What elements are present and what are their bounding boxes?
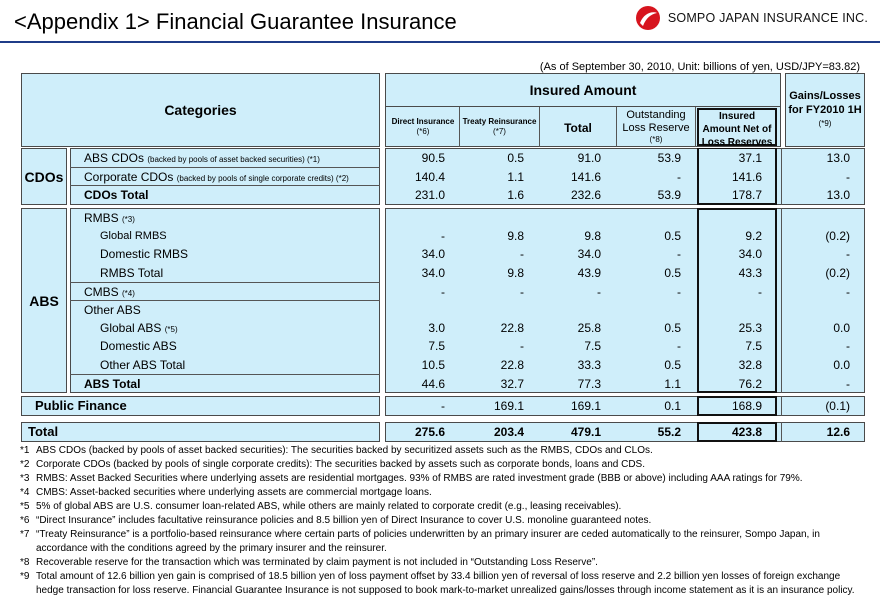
- cdos-group-label: CDOs: [24, 168, 64, 185]
- cmbs-label-text: CMBS: [84, 285, 119, 299]
- abs-total-treaty-value: 32.7: [500, 377, 524, 391]
- footnote-item: [20, 570, 865, 598]
- global-abs-total-value: 25.8: [577, 321, 601, 335]
- cmbs-label: [84, 285, 135, 301]
- corp-cdos-total-value: 141.6: [570, 170, 601, 184]
- global-abs-net-value: 25.3: [738, 321, 762, 335]
- abs-total-outstanding-value: 1.1: [664, 377, 681, 391]
- public-finance-gains-value: (0.1): [825, 399, 850, 413]
- footnote-item: [20, 458, 865, 472]
- global-rmbs-total-value: 9.8: [584, 229, 601, 243]
- rmbs-label-sub: (*3): [122, 215, 135, 224]
- abs-group-cell: [21, 208, 67, 393]
- abs-group-label: ABS: [29, 292, 59, 309]
- footnote-text: “Treaty Reinsurance” is a portfolio-based reinsurance where certain parts of policies underwritten by an primary insurer are ceded automatically to the reinsurer, Sompo Japan, in accordance with the conditions agreed by the primary insurer and the reinsurer.: [36, 529, 820, 554]
- footnote-item: [20, 556, 865, 570]
- global-rmbs-outstanding-value: 0.5: [664, 229, 681, 243]
- outstanding-header-line2: Loss Reserve: [622, 122, 690, 134]
- categories-header: [21, 73, 380, 147]
- corp-cdos-label-text: Corporate CDOs: [84, 170, 174, 184]
- footnote-text: RMBS: Asset Backed Securities where underlying assets are residential mortgages. 93% of RMBS are rated investment grade (BBB or above) including AAA ratings for 79%.: [36, 473, 803, 484]
- footnote-key: *2: [20, 459, 30, 470]
- net-header: [697, 108, 777, 146]
- gains-losses-note: (*9): [818, 119, 832, 128]
- footnote-text: Total amount of 12.6 billion yen gain is comprised of 18.5 billion yen of loss payment offset by 33.4 billion yen of reversal of loss reserve and 2.2 billion yen losses of foreign exchange hedge transaction for loss reserve. Financial Guarantee Insurance is not supposed to book mark-to-market unrealized gains/losses through income statement as it is an insurance policy.: [36, 571, 855, 596]
- other-abs-total-net-value: 32.8: [738, 358, 762, 372]
- cdos-group-cell: [21, 148, 67, 205]
- cdos-total-treaty-value: 1.6: [507, 188, 524, 202]
- global-rmbs-gains-value: (0.2): [825, 229, 850, 243]
- abs-total-net-value: 76.2: [738, 377, 762, 391]
- domestic-abs-outstanding-value: -: [677, 339, 681, 353]
- domestic-rmbs-total-value: 34.0: [577, 247, 601, 261]
- footnote-item: [20, 514, 865, 528]
- domestic-abs-gains-value: -: [846, 339, 850, 353]
- public-finance-label: Public Finance: [35, 398, 127, 413]
- global-abs-direct-value: 3.0: [428, 321, 445, 335]
- cdos-total-outstanding-value: 53.9: [657, 188, 681, 202]
- treaty-header: [460, 117, 539, 137]
- corp-cdos-label-sub: (backed by pools of single corporate credits) (*2): [176, 174, 349, 183]
- global-rmbs-treaty-value: 9.8: [507, 229, 524, 243]
- total-header: Total: [564, 121, 592, 135]
- insured-amount-header: [385, 73, 781, 107]
- unit-note: (As of September 30, 2010, Unit: billions of yen, USD/JPY=83.82): [539, 61, 860, 73]
- global-abs-gains-value: 0.0: [833, 321, 850, 335]
- corp-cdos-label: [84, 170, 349, 186]
- rmbs-total-label: RMBS Total: [100, 266, 164, 280]
- footnote-text: Corporate CDOs (backed by pools of single corporate credits): The securities backed by assets such as corporate bonds, loans and CDS.: [36, 459, 646, 470]
- domestic-abs-direct-value: 7.5: [428, 339, 445, 353]
- corp-cdos-gains-value: -: [846, 170, 850, 184]
- domestic-rmbs-gains-value: -: [846, 247, 850, 261]
- footnote-key: *6: [20, 515, 30, 526]
- page-title: <Appendix 1> Financial Guarantee Insurance: [14, 9, 457, 34]
- net-header-line3: Loss Reserves: [701, 137, 773, 148]
- other-abs-total-gains-value: 0.0: [833, 358, 850, 372]
- other-abs-total-total-value: 33.3: [577, 358, 601, 372]
- net-header-line1: Insured: [718, 111, 756, 122]
- direct-header-label: Direct Insurance: [391, 117, 455, 126]
- corp-cdos-treaty-value: 1.1: [507, 170, 524, 184]
- abs-cdos-label: [84, 151, 320, 167]
- cmbs-net-value: -: [758, 285, 762, 299]
- other-abs-total-outstanding-value: 0.5: [664, 358, 681, 372]
- footnote-text: ABS CDOs (backed by pools of asset backed securities): The securities backed by securitized assets such as the RMBS, CDOs and CLOs.: [36, 445, 653, 456]
- footnote-key: *4: [20, 487, 30, 498]
- abs-cdos-total-value: 91.0: [577, 151, 601, 165]
- domestic-abs-label: Domestic ABS: [100, 339, 177, 353]
- footnote-text: “Direct Insurance” includes facultative reinsurance policies and 8.5 billion yen of Direct Insurance to cover U.S. monoline guaranteed notes.: [36, 515, 652, 526]
- cmbs-total-value: -: [597, 285, 601, 299]
- abs-cdos-label-sub: (backed by pools of asset backed securities) (*1): [147, 155, 320, 164]
- public-finance-total-value: 169.1: [570, 399, 601, 413]
- other-abs-total-treaty-value: 22.8: [500, 358, 524, 372]
- footnote-item: [20, 444, 865, 458]
- global-abs-outstanding-value: 0.5: [664, 321, 681, 335]
- abs-cdos-direct-value: 90.5: [421, 151, 445, 165]
- abs-total-total-value: 77.3: [577, 377, 601, 391]
- gains-losses-label: Gains/Losses: [789, 90, 861, 102]
- footnote-item: [20, 500, 865, 514]
- cmbs-outstanding-value: -: [677, 285, 681, 299]
- abs-cdos-label-text: ABS CDOs: [84, 151, 145, 165]
- domestic-rmbs-net-value: 34.0: [738, 247, 762, 261]
- outstanding-header: [617, 109, 695, 145]
- outstanding-header-note: (*8): [649, 135, 663, 144]
- global-abs-label-sub: (*5): [164, 325, 178, 334]
- cdos-total-label: CDOs Total: [84, 188, 149, 202]
- domestic-rmbs-treaty-value: -: [520, 247, 524, 261]
- abs-cdos-net-value: 37.1: [738, 151, 762, 165]
- global-abs-label: [100, 321, 178, 337]
- other-abs-total-label: Other ABS Total: [100, 358, 186, 372]
- grand-total-label: Total: [28, 424, 59, 439]
- footnote-text: 5% of global ABS are U.S. consumer loan-related ABS, while others are mainly related to corporate credit (e.g., leasing receivables).: [36, 501, 622, 512]
- cmbs-label-sub: (*4): [122, 289, 135, 298]
- domestic-rmbs-direct-value: 34.0: [421, 247, 445, 261]
- footnote-key: *8: [20, 557, 30, 568]
- global-rmbs-net-value: 9.2: [745, 229, 762, 243]
- insured-amount-label: Insured Amount: [529, 82, 637, 98]
- logo-text: SOMPO JAPAN INSURANCE INC.: [667, 11, 868, 25]
- abs-cdos-outstanding-value: 53.9: [657, 151, 681, 165]
- grand-total-gains-value: 12.6: [826, 425, 850, 439]
- total-label-box: [21, 422, 380, 442]
- public-finance-net-value: 168.9: [731, 399, 762, 413]
- public-finance-treaty-value: 169.1: [493, 399, 524, 413]
- rmbs-label: [84, 211, 135, 227]
- cmbs-treaty-value: -: [520, 285, 524, 299]
- abs-total-direct-value: 44.6: [421, 377, 445, 391]
- direct-header-note: (*6): [416, 127, 430, 136]
- grand-total-total-value: 479.1: [570, 425, 601, 439]
- rmbs-total-outstanding-value: 0.5: [664, 266, 681, 280]
- footnote-key: *5: [20, 501, 30, 512]
- gains-losses-period: for FY2010 1H: [788, 104, 862, 116]
- row-divider: [70, 282, 380, 283]
- rmbs-total-direct-value: 34.0: [421, 266, 445, 280]
- cdos-total-total-value: 232.6: [570, 188, 601, 202]
- corp-cdos-direct-value: 140.4: [414, 170, 445, 184]
- rmbs-total-net-value: 43.3: [738, 266, 762, 280]
- gains-losses-header: [785, 73, 865, 147]
- cdos-total-net-value: 178.7: [731, 188, 762, 202]
- grand-total-outstanding-value: 55.2: [657, 425, 681, 439]
- footnote-item: [20, 528, 865, 556]
- corp-cdos-outstanding-value: -: [677, 170, 681, 184]
- public-finance-outstanding-value: 0.1: [664, 399, 681, 413]
- footnote-text: CMBS: Asset-backed securities where underlying assets are commercial mortgage loans.: [36, 487, 432, 498]
- cmbs-gains-value: -: [846, 285, 850, 299]
- footnote-key: *1: [20, 445, 30, 456]
- domestic-abs-treaty-value: -: [520, 339, 524, 353]
- abs-total-label: ABS Total: [84, 377, 141, 391]
- footnotes: [20, 444, 865, 598]
- footnote-text: Recoverable reserve for the transaction which was terminated by claim payment is not included in “Outstanding Loss Reserve”.: [36, 557, 598, 568]
- rmbs-total-treaty-value: 9.8: [507, 266, 524, 280]
- abs-cdos-gains-value: 13.0: [826, 151, 850, 165]
- footnote-item: [20, 486, 865, 500]
- abs-cdos-treaty-value: 0.5: [507, 151, 524, 165]
- other-abs-total-direct-value: 10.5: [421, 358, 445, 372]
- footnote-item: [20, 472, 865, 486]
- net-header-line2: Amount Net of: [702, 124, 772, 135]
- subheader-divider: [695, 107, 696, 147]
- domestic-abs-net-value: 7.5: [745, 339, 762, 353]
- corp-cdos-net-value: 141.6: [731, 170, 762, 184]
- global-abs-label-text: Global ABS: [100, 321, 162, 335]
- footnote-key: *7: [20, 529, 30, 540]
- rmbs-total-total-value: 43.9: [577, 266, 601, 280]
- public-finance-direct-value: -: [441, 399, 445, 413]
- footnote-key: *3: [20, 473, 30, 484]
- outstanding-header-line1: Outstanding: [626, 109, 686, 121]
- direct-header: [388, 117, 458, 137]
- cdos-total-gains-value: 13.0: [826, 188, 850, 202]
- cdos-total-direct-value: 231.0: [414, 188, 445, 202]
- treaty-header-label: Treaty Reinsurance: [462, 117, 537, 126]
- global-rmbs-label: Global RMBS: [100, 230, 167, 242]
- global-rmbs-direct-value: -: [441, 229, 445, 243]
- rmbs-total-gains-value: (0.2): [825, 266, 850, 280]
- domestic-rmbs-label: Domestic RMBS: [100, 247, 189, 261]
- footnote-key: *9: [20, 571, 30, 582]
- grand-total-direct-value: 275.6: [414, 425, 445, 439]
- global-abs-treaty-value: 22.8: [500, 321, 524, 335]
- grand-total-net-value: 423.8: [731, 425, 762, 439]
- cmbs-direct-value: -: [441, 285, 445, 299]
- rmbs-label-text: RMBS: [84, 211, 119, 225]
- domestic-rmbs-outstanding-value: -: [677, 247, 681, 261]
- grand-total-treaty-value: 203.4: [493, 425, 524, 439]
- row-divider: [70, 167, 380, 168]
- treaty-header-note: (*7): [493, 127, 506, 136]
- other-abs-label: Other ABS: [84, 303, 141, 317]
- abs-total-gains-value: -: [846, 377, 850, 391]
- domestic-abs-total-value: 7.5: [584, 339, 601, 353]
- row-divider: [70, 374, 380, 375]
- categories-header-label: Categories: [164, 102, 237, 118]
